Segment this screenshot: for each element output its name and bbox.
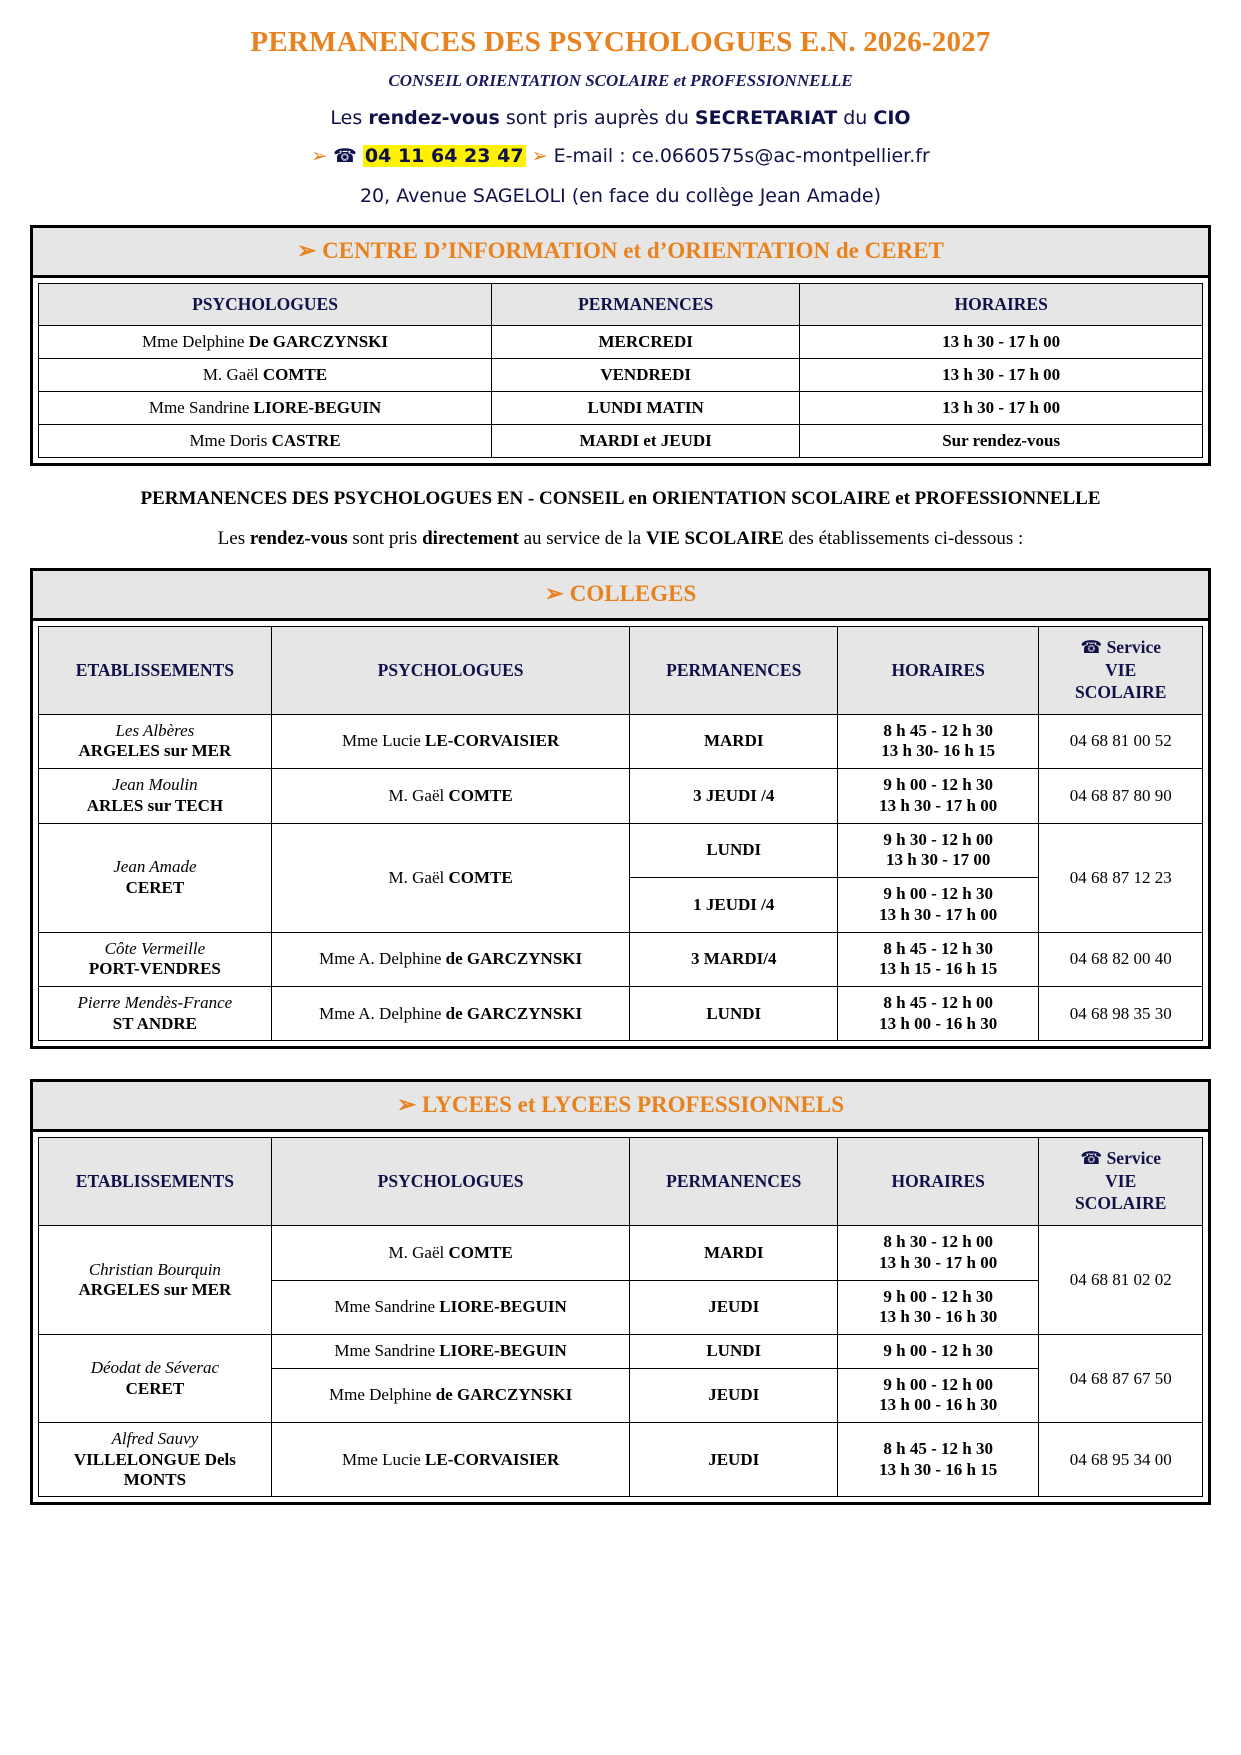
etab-city: VILLELONGUE Dels MONTS [73,1449,236,1489]
psy-prefix: M. Gaël [388,1242,449,1262]
lycee-etab-cell [39,1335,272,1423]
lycee-psy-cell [271,1423,630,1497]
psy-prefix: Mme Sandrine [148,398,254,417]
cio-hours-cell: 13 h 30 - 17 h 00 [800,392,1203,425]
table-row [39,1335,1203,1369]
etab-name: Alfred Sauvy [111,1429,199,1449]
college-etab-cell [39,932,272,986]
table-row [39,326,1203,359]
cio-col-horaires: HORAIRES [800,284,1203,326]
etab-city: ARGELES sur MER [78,741,232,761]
colleges-band-title: ➢ COLLEGES [33,571,1208,621]
table-row [39,392,1203,425]
lycees-col-permanences: PERMANENCES [630,1138,838,1226]
cio-table-block [30,225,1211,466]
lycee-hours-cell [838,1368,1039,1422]
colleges-col-etablissements: ETABLISSEMENTS [39,627,272,715]
hours-line-2: 13 h 30 - 17 h 00 [879,904,998,924]
hours-line-1: 8 h 30 - 12 h 00 [883,1232,993,1252]
etab-name: Côte Vermeille [104,938,206,958]
hours-line-2: 13 h 30 - 17 00 [886,850,991,870]
college-psy-cell [271,823,630,932]
table-row [39,425,1203,458]
cio-phone-number: 04 11 64 23 47 [364,145,524,167]
college-psy-cell [271,769,630,823]
hours-line-1: 9 h 00 - 12 h 30 [883,884,993,904]
middle-text-4: directement [422,528,519,549]
lycee-psy-cell [271,1280,630,1334]
table-row [39,359,1203,392]
cio-header-row [39,284,1203,326]
hours-line-1: 9 h 30 - 12 h 00 [883,829,993,849]
college-phone-cell: 04 68 87 12 23 [1039,823,1203,932]
etab-city: ARLES sur TECH [86,795,224,815]
hours-line-1: 8 h 45 - 12 h 30 [883,1439,993,1459]
lycee-perm-cell: JEUDI [630,1280,838,1334]
psy-name: LIORE-BEGUIN [439,1297,567,1317]
college-phone-cell: 04 68 82 00 40 [1039,932,1203,986]
psy-prefix: Mme A. Delphine [319,949,446,969]
cio-perm-cell: MARDI et JEUDI [492,425,800,458]
cio-table [38,283,1203,458]
etab-name: Déodat de Séverac [90,1358,220,1378]
psy-prefix: Mme A. Delphine [319,1003,446,1023]
lycees-header-row [39,1138,1203,1226]
table-row [39,1226,1203,1280]
psy-prefix: M. Gaël [202,365,263,384]
lycees-table-block [30,1079,1211,1505]
college-perm-cell: 1 JEUDI /4 [630,878,838,932]
hours-line-2: 13 h 30- 16 h 15 [881,741,996,761]
table-row [39,986,1203,1040]
table-row [39,823,1203,877]
college-hours-cell [838,932,1039,986]
page-title: PERMANENCES DES PSYCHOLOGUES E.N. 2026-2027 [250,26,991,58]
etab-name: Les Albères [115,720,195,740]
table-row [39,714,1203,768]
colleges-table-block [30,568,1211,1049]
colleges-col-psychologues: PSYCHOLOGUES [271,627,630,715]
etab-city: CERET [125,877,185,897]
psy-name: LIORE-BEGUIN [253,398,382,417]
cio-psy-cell [39,425,492,458]
colleges-table-pad [33,621,1208,1046]
cio-perm-cell: MERCREDI [492,326,800,359]
lycees-col-psychologues: PSYCHOLOGUES [271,1138,630,1226]
psy-name: COMTE [448,785,513,805]
psy-prefix: M. Gaël [388,867,449,887]
psy-prefix: Mme Delphine [142,332,249,351]
colleges-table [38,626,1203,1041]
appointment-line [30,107,1211,129]
hours-line-2: 13 h 30 - 17 h 00 [879,1252,998,1272]
college-perm-cell: LUNDI [630,823,838,877]
etab-name: Jean Amade [113,857,197,877]
psy-name: LIORE-BEGUIN [439,1341,567,1361]
hours-line-1: 9 h 00 - 12 h 30 [883,775,993,795]
colleges-col-vie-scolaire [1039,627,1203,715]
hours-line-2: 13 h 30 - 16 h 15 [879,1459,998,1479]
email-label: E-mail [553,145,614,167]
hours-line-1: 8 h 45 - 12 h 00 [883,992,993,1012]
lycee-hours-cell [838,1280,1039,1334]
hours-line-1: 9 h 00 - 12 h 00 [883,1374,993,1394]
college-etab-cell [39,714,272,768]
lycee-psy-cell [271,1368,630,1422]
cio-psy-cell [39,359,492,392]
college-psy-cell [271,986,630,1040]
lycee-phone-cell: 04 68 81 02 02 [1039,1226,1203,1335]
psy-prefix: Mme Doris [189,431,272,450]
cio-col-psychologues: PSYCHOLOGUES [39,284,492,326]
college-phone-cell: 04 68 87 80 90 [1039,769,1203,823]
psy-name: COMTE [448,867,513,887]
appointment-text-5: du [837,107,874,129]
middle-subheading [30,528,1211,550]
psy-name: COMTE [448,1242,513,1262]
psy-prefix: Mme Lucie [341,731,426,751]
psy-name: de GARCZYNSKI [445,1003,583,1023]
college-etab-cell [39,823,272,932]
hours-line-2: 13 h 15 - 16 h 15 [879,959,998,979]
appointment-text-4: SECRETARIAT [694,107,838,129]
hours-line-2: 13 h 30 - 16 h 30 [879,1307,998,1327]
vs-service-label: Service [1102,1148,1161,1169]
psy-prefix: Mme Sandrine [334,1341,440,1361]
etab-city: ARGELES sur MER [78,1280,232,1300]
etab-name: Jean Moulin [112,775,198,795]
college-perm-cell: 3 MARDI/4 [630,932,838,986]
hours-line-2: 13 h 00 - 16 h 30 [879,1013,998,1033]
appointment-text-3: sont pris auprès du [499,107,695,129]
etab-city: CERET [125,1378,185,1398]
hours-line-1: 9 h 00 - 12 h 30 [883,1341,993,1360]
vs-line-3: SCOLAIRE [1074,1193,1167,1214]
colleges-col-permanences: PERMANENCES [630,627,838,715]
psy-name: de GARCZYNSKI [445,949,583,969]
college-hours-cell [838,769,1039,823]
cio-col-permanences: PERMANENCES [492,284,800,326]
hours-line-2: 13 h 30 - 17 h 00 [879,795,998,815]
college-perm-cell: 3 JEUDI /4 [630,769,838,823]
hours-line-1: 9 h 00 - 12 h 30 [883,1286,993,1306]
cio-psy-cell [39,392,492,425]
psy-name: De GARCZYNSKI [248,332,389,351]
cio-perm-cell: LUNDI MATIN [492,392,800,425]
vs-line-2: VIE [1105,659,1137,680]
psy-prefix: Mme Lucie [341,1449,426,1469]
hours-line-2: 13 h 00 - 16 h 30 [879,1395,998,1415]
psy-name: LE-CORVAISIER [425,731,560,751]
etab-city: PORT-VENDRES [88,959,221,979]
cio-perm-cell: VENDREDI [492,359,800,392]
college-phone-cell: 04 68 81 00 52 [1039,714,1203,768]
middle-text-6: VIE SCOLAIRE [645,528,784,549]
middle-text-2: rendez-vous [249,528,348,549]
middle-text-5: au service de la [518,528,646,549]
psy-prefix: M. Gaël [388,785,449,805]
lycees-table-pad [33,1132,1208,1502]
psy-name: de GARCZYNSKI [435,1385,573,1405]
vs-line-3: SCOLAIRE [1074,681,1167,702]
hours-line-1: 8 h 45 - 12 h 30 [883,720,993,740]
lycee-hours-cell [838,1423,1039,1497]
etab-city: ST ANDRE [112,1013,198,1033]
cio-hours-cell: 13 h 30 - 17 h 00 [800,326,1203,359]
lycee-psy-cell [271,1335,630,1369]
psy-name: COMTE [262,365,328,384]
college-etab-cell [39,986,272,1040]
college-hours-cell [838,986,1039,1040]
cio-psy-cell [39,326,492,359]
college-phone-cell: 04 68 98 35 30 [1039,986,1203,1040]
cio-email: ce.0660575s@ac-montpellier.fr [631,145,930,167]
psy-name: CASTRE [271,431,341,450]
lycee-perm-cell: JEUDI [630,1423,838,1497]
lycee-hours-cell [838,1226,1039,1280]
middle-text-1: Les [217,528,250,549]
vs-line-2: VIE [1105,1171,1137,1192]
vs-service-label: Service [1102,637,1161,657]
colleges-header-row [39,627,1203,715]
contact-line [30,145,1211,167]
table-row [39,769,1203,823]
table-row [39,1423,1203,1497]
lycees-col-etablissements: ETABLISSEMENTS [39,1138,272,1226]
cio-hours-cell: 13 h 30 - 17 h 00 [800,359,1203,392]
bullet-arrow-icon: ➢ [311,145,328,167]
cio-hours-cell: Sur rendez-vous [800,425,1203,458]
lycee-etab-cell [39,1423,272,1497]
appointment-text-1: Les [330,107,369,129]
college-perm-cell: LUNDI [630,986,838,1040]
email-separator: : [613,145,632,167]
lycee-etab-cell [39,1226,272,1335]
psy-prefix: Mme Sandrine [334,1297,440,1317]
lycee-perm-cell: JEUDI [630,1368,838,1422]
cio-band-title: ➢ CENTRE D’INFORMATION et d’ORIENTATION de CERET [33,228,1208,278]
colleges-col-horaires: HORAIRES [838,627,1039,715]
lycee-phone-cell: 04 68 95 34 00 [1039,1423,1203,1497]
hours-line-1: 8 h 45 - 12 h 30 [883,938,993,958]
college-hours-cell [838,823,1039,877]
lycee-psy-cell [271,1226,630,1280]
lycee-hours-cell [838,1335,1039,1369]
college-perm-cell: MARDI [630,714,838,768]
psy-prefix: Mme Delphine [329,1385,436,1405]
bullet-arrow-icon-2: ➢ [531,145,548,167]
college-hours-cell [838,878,1039,932]
psy-name: LE-CORVAISIER [425,1449,560,1469]
middle-text-3: sont pris [347,528,423,549]
appointment-text-6: CIO [873,107,911,129]
lycees-col-vie-scolaire [1039,1138,1203,1226]
telephone-icon: ☎ [1080,1149,1103,1170]
middle-text-7: des établissements ci-dessous : [783,528,1024,549]
middle-heading: PERMANENCES DES PSYCHOLOGUES EN - CONSEIL en ORIENTATION SCOLAIRE et PROFESSIONNELLE [140,488,1101,509]
lycees-table [38,1137,1203,1497]
etab-name: Pierre Mendès-France [77,993,233,1013]
appointment-text-2: rendez-vous [368,107,500,129]
lycees-col-horaires: HORAIRES [838,1138,1039,1226]
telephone-icon: ☎ [333,145,357,167]
page-subtitle: CONSEIL ORIENTATION SCOLAIRE et PROFESSIONNELLE [388,71,853,90]
college-etab-cell [39,769,272,823]
cio-table-pad [33,278,1208,463]
telephone-icon: ☎ [1080,638,1103,658]
college-psy-cell [271,932,630,986]
table-row [39,932,1203,986]
etab-name: Christian Bourquin [88,1259,221,1279]
college-hours-cell [838,714,1039,768]
lycee-phone-cell: 04 68 87 67 50 [1039,1335,1203,1423]
lycee-perm-cell: MARDI [630,1226,838,1280]
college-psy-cell [271,714,630,768]
cio-address: 20, Avenue SAGELOLI (en face du collège Jean Amade) [359,185,882,207]
lycees-band-title: ➢ LYCEES et LYCEES PROFESSIONNELS [33,1082,1208,1132]
lycee-perm-cell: LUNDI [630,1335,838,1369]
